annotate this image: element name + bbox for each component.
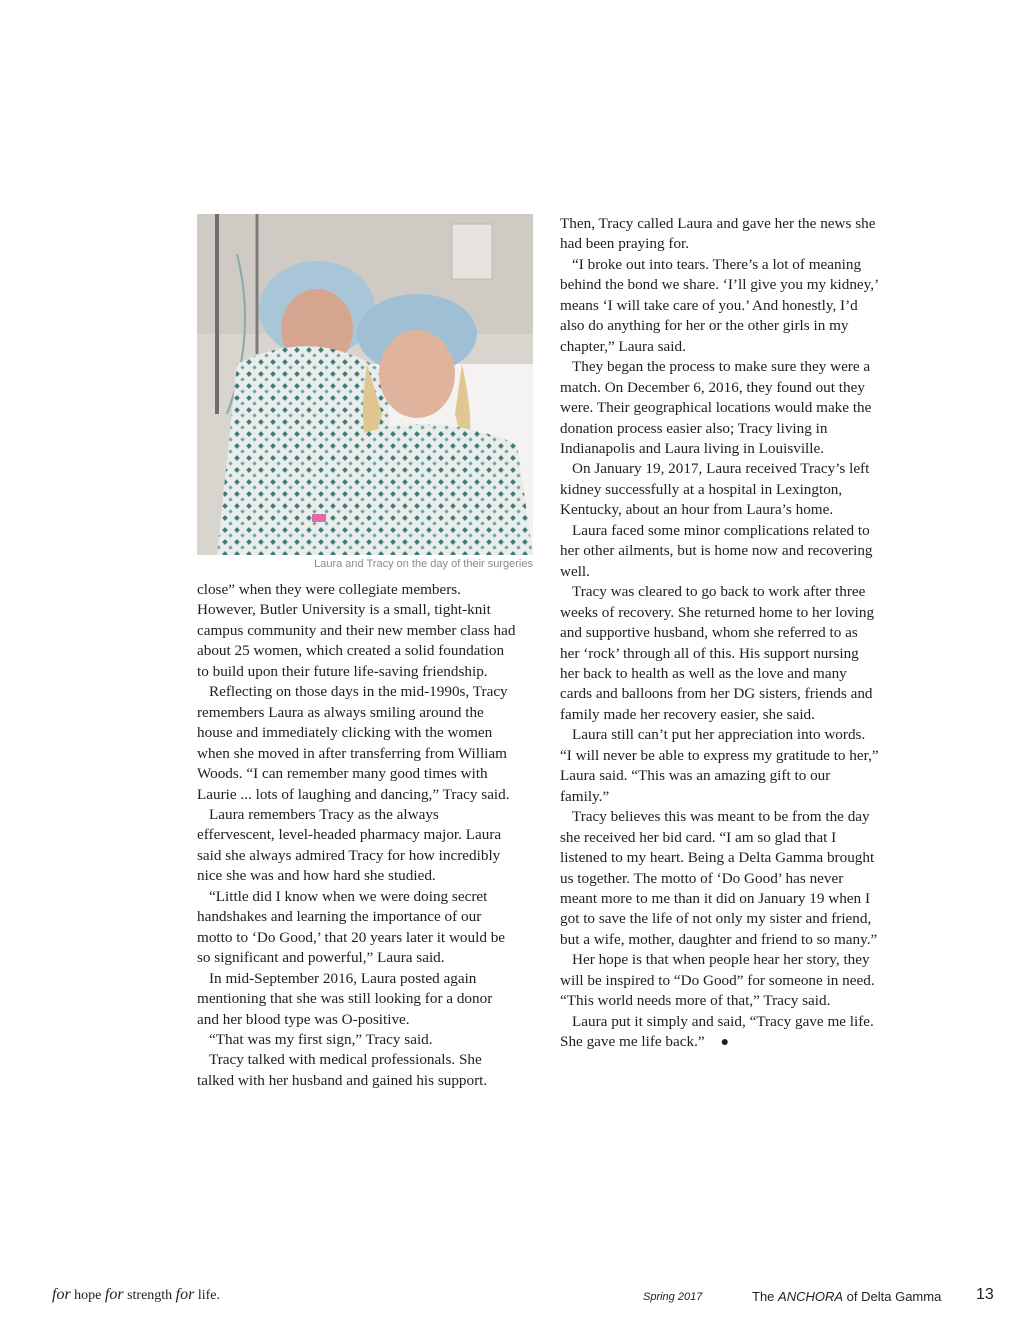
paragraph	[197, 969, 517, 1030]
article-photo	[197, 214, 533, 555]
article-column-right	[560, 214, 880, 1054]
paragraph	[197, 805, 517, 887]
paragraph-text: In mid-September 2016, Laura posted again mentioning that she was still looking for a donor and her blood type was O-positive.	[197, 969, 493, 1028]
title-prefix: The	[752, 1289, 775, 1304]
paragraph	[197, 1050, 517, 1091]
paragraph-text: “Little did I know when we were doing secret handshakes and learning the importance of our motto to ‘Do Good,’ that 20 years later it would be so significant and powerful,” Laura said.	[197, 887, 506, 967]
hospital-photo-illustration	[197, 214, 533, 555]
tagline-for-3: for	[175, 1286, 195, 1303]
title-suffix: of Delta Gamma	[846, 1289, 942, 1304]
paragraph-text: They began the process to make sure they were a match. On December 6, 2016, they found out they were. Their geographical locations would make the donation process easier also; Tracy living in Indianapolis and Laura living in Louisville.	[560, 358, 872, 457]
paragraph	[560, 725, 880, 807]
paragraph	[560, 1012, 880, 1054]
paragraph-text: “That was my first sign,” Tracy said.	[209, 1030, 433, 1048]
paragraph	[197, 580, 517, 682]
paragraph-text: Laura remembers Tracy as the always effervescent, level-headed pharmacy major. Laura said she always admired Tracy for how incredibly nice she was and how hard she studied.	[197, 805, 502, 885]
end-mark: ●	[720, 1035, 730, 1051]
paragraph	[560, 357, 880, 459]
paragraph	[560, 214, 880, 255]
paragraph-text: On January 19, 2017, Laura received Tracy’s left kidney successfully at a hospital in Lexington, Kentucky, about an hour from Laura’s home.	[560, 460, 870, 519]
tagline-strength: strength	[127, 1288, 173, 1303]
page-number: 13	[976, 1286, 994, 1303]
tagline-for-1: for	[52, 1286, 71, 1303]
paragraph-text: Laura put it simply and said, “Tracy gave me life. She gave me life back.”	[560, 1012, 874, 1051]
paragraph-text: “I broke out into tears. There’s a lot of meaning behind the bond we share. ‘I’ll give you my kidney,’ means ‘I will take care of you.’ And honestly, I’d also do anything for her or the other girls in my chapter,” Laura said.	[560, 255, 879, 355]
paragraph-text: Laura faced some minor complications related to her other ailments, but is home now and recovering well.	[560, 521, 873, 580]
paragraph	[197, 887, 517, 969]
tagline-hope: hope	[74, 1288, 102, 1303]
paragraph	[560, 459, 880, 520]
paragraph	[560, 582, 880, 725]
paragraph	[197, 682, 517, 805]
paragraph-text: Tracy talked with medical professionals. She talked with her husband and gained his support.	[197, 1051, 488, 1089]
paragraph	[560, 807, 880, 950]
article-column-left	[197, 580, 517, 1091]
paragraph	[560, 255, 880, 357]
footer-tagline	[52, 1286, 220, 1304]
paragraph-text: close” when they were collegiate members. However, Butler University is a small, tight-knit campus community and their new member class had about 25 women, which created a solid foundation to build upon their future life-saving friendship.	[197, 581, 516, 680]
paragraph-text: Reflecting on those days in the mid-1990s, Tracy remembers Laura as always smiling around the house and immediately clicking with the women when she moved in after transferring from William Woods. “I can remember many good times with Laurie ... lots of laughing and dancing,” Tracy said.	[197, 683, 510, 803]
magazine-title	[752, 1289, 941, 1304]
paragraph-text: Tracy believes this was meant to be from the day she received her bid card. “I am so glad that I listened to my heart. Being a Delta Gamma brought us together. The motto of ‘Do Good’ has never meant more to me than it did on January 19 when I got to save the life of not only my sister and friend, but a wife, mother, daughter and friend to so many.”	[560, 808, 878, 948]
tagline-for-2: for	[104, 1286, 124, 1303]
paragraph	[197, 1030, 517, 1050]
paragraph	[560, 950, 880, 1011]
tagline-life: life.	[197, 1288, 220, 1303]
photo-caption: Laura and Tracy on the day of their surgeries	[314, 558, 533, 570]
title-italic: ANCHORA	[778, 1289, 844, 1304]
issue-season: Spring 2017	[643, 1291, 703, 1303]
paragraph-text: Her hope is that when people hear her story, they will be inspired to “Do Good” for someone in need. “This world needs more of that,” Tracy said.	[560, 951, 875, 1010]
paragraph-text: Tracy was cleared to go back to work after three weeks of recovery. She returned home to her loving and supportive husband, whom she referred to as her ‘rock’ through all of this. His support nursing her back to health as well as the love and many cards and balloons from her DG sisters, friends and family made her recovery easier, she said.	[560, 583, 875, 723]
paragraph-text: Laura still can’t put her appreciation into words. “I will never be able to express my gratitude to her,” Laura said. “This was an amazing gift to our family.”	[560, 726, 879, 805]
paragraph-text: Then, Tracy called Laura and gave her the news she had been praying for.	[560, 215, 876, 253]
paragraph	[560, 521, 880, 582]
